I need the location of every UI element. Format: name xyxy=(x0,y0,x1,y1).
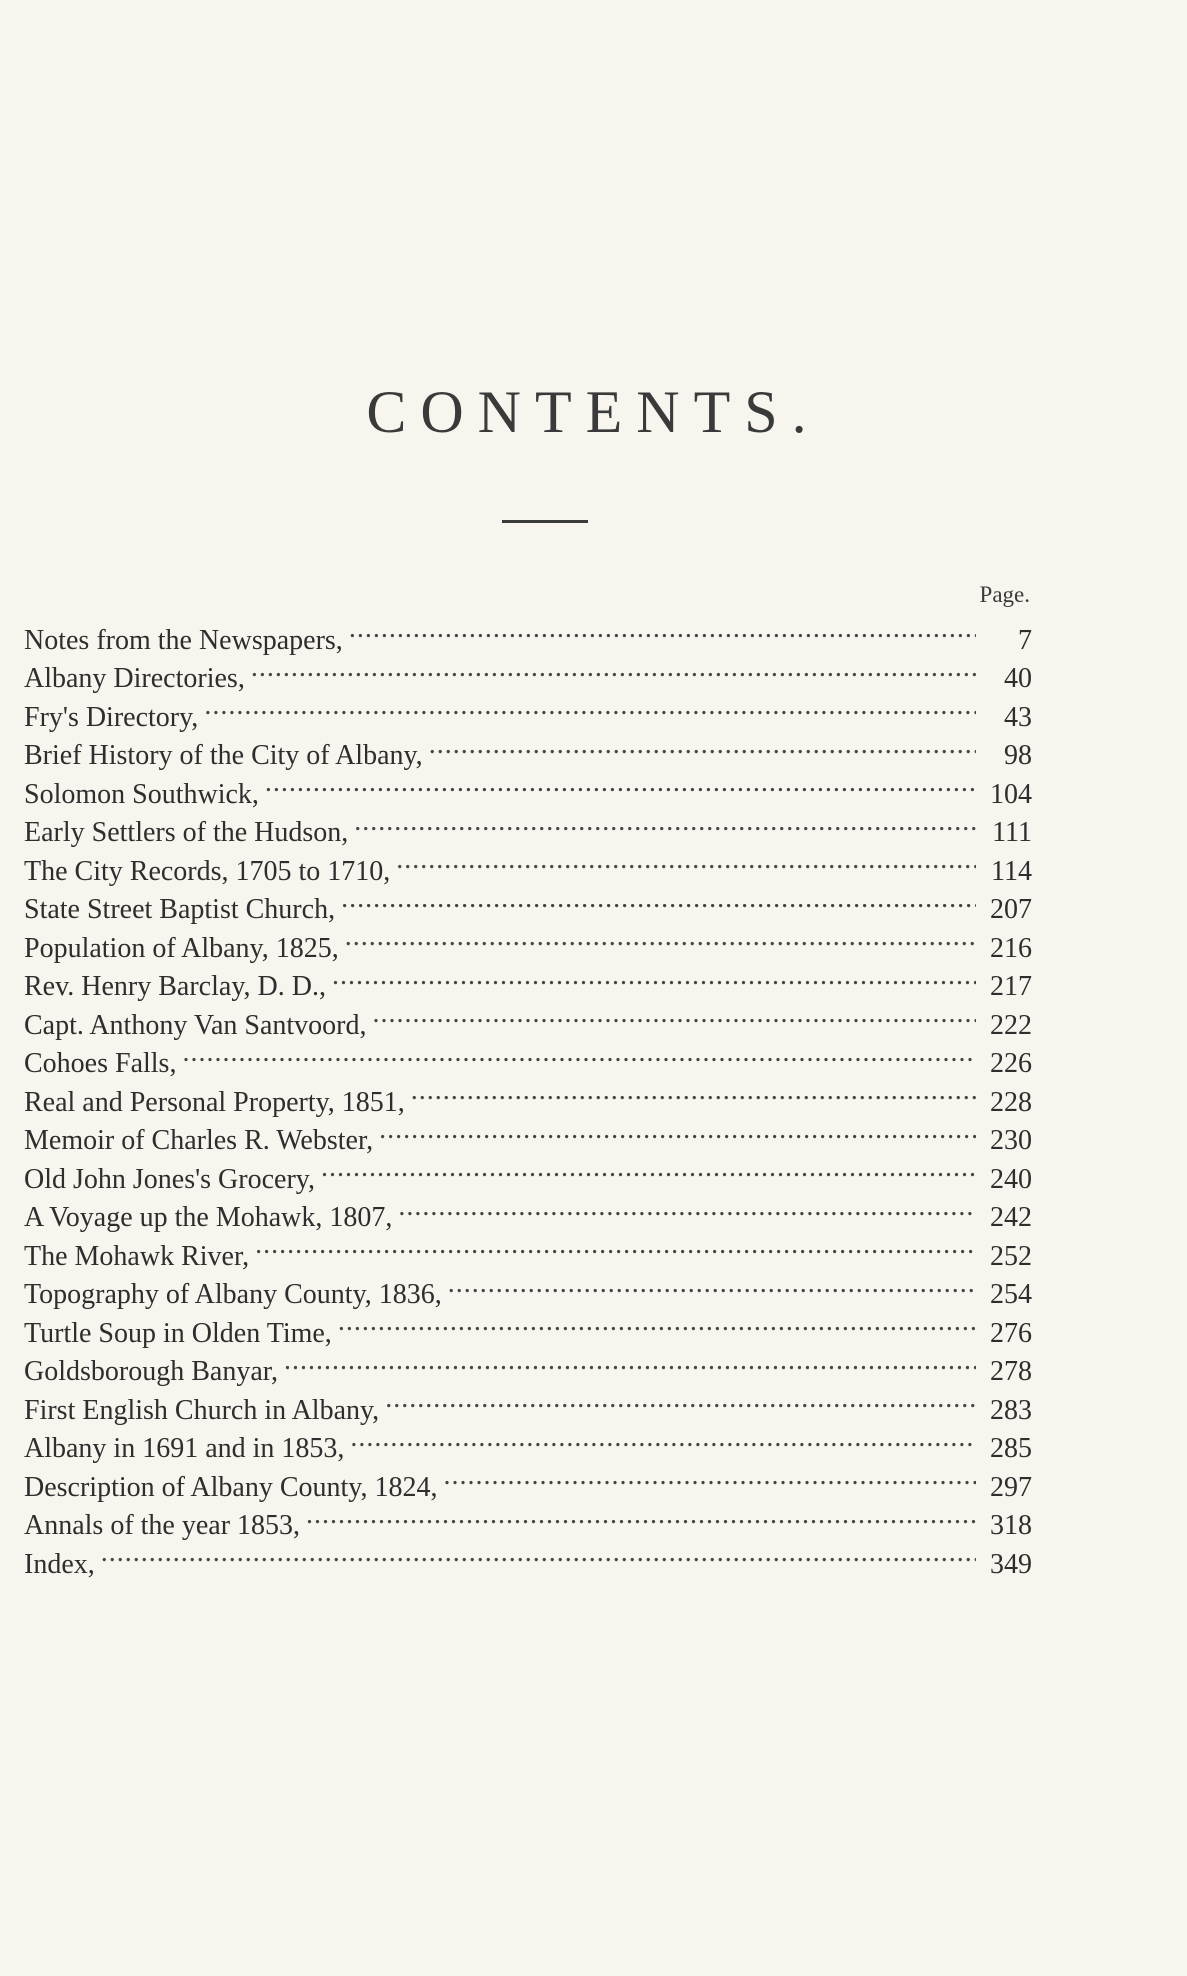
page-title: CONTENTS. xyxy=(366,379,821,445)
entry-page-number: 228 xyxy=(990,1086,1032,1118)
entry-page-number: 283 xyxy=(990,1394,1032,1426)
entry-page-number: 285 xyxy=(990,1433,1032,1464)
entry-page-number: 207 xyxy=(990,894,1032,925)
entry-title: Old John Jones's Grocery, xyxy=(24,1163,315,1195)
entry-page-number: 297 xyxy=(990,1471,1032,1503)
entry-page-number: 222 xyxy=(990,1009,1032,1041)
dot-leader xyxy=(411,1072,976,1111)
dot-leader xyxy=(341,880,976,919)
title-rule xyxy=(502,520,588,523)
entry-title: Annals of the year 1853, xyxy=(24,1510,301,1541)
dot-leader xyxy=(398,1188,976,1227)
entry-title: Capt. Anthony Van Santvoord, xyxy=(24,1009,367,1041)
entry-title: Solomon Southwick, xyxy=(24,778,259,810)
dot-leader xyxy=(204,687,976,726)
dot-leader xyxy=(350,1419,976,1458)
entry-title: Brief History of the City of Albany, xyxy=(24,740,423,771)
entry-title: The City Records, 1705 to 1710, xyxy=(24,855,391,887)
entry-title: Real and Personal Property, 1851, xyxy=(24,1086,405,1118)
entry-page-number: 318 xyxy=(990,1510,1032,1541)
dot-leader xyxy=(448,1265,976,1304)
entry-title: Population of Albany, 1825, xyxy=(24,932,339,964)
contents-list xyxy=(24,610,1032,1580)
entry-page-number: 242 xyxy=(990,1202,1032,1233)
dot-leader xyxy=(379,1111,976,1150)
entry-title: Cohoes Falls, xyxy=(24,1048,177,1079)
entry-page-number: 217 xyxy=(990,971,1032,1002)
dot-leader xyxy=(182,1034,976,1073)
dot-leader xyxy=(284,1342,976,1381)
dot-leader xyxy=(372,995,976,1034)
entry-page-number: 252 xyxy=(990,1240,1032,1272)
entry-title: Rev. Henry Barclay, D. D., xyxy=(24,971,326,1002)
dot-leader xyxy=(354,803,976,842)
entry-title: Fry's Directory, xyxy=(24,701,199,733)
entry-title: Notes from the Newspapers, xyxy=(24,624,343,656)
dot-leader xyxy=(429,726,976,765)
entry-page-number: 276 xyxy=(990,1317,1032,1349)
entry-title: Turtle Soup in Olden Time, xyxy=(24,1317,332,1349)
entry-page-number: 7 xyxy=(1018,624,1032,656)
dot-leader xyxy=(349,610,976,649)
entry-page-number: 254 xyxy=(990,1279,1032,1310)
dot-leader xyxy=(443,1457,976,1496)
dot-leader xyxy=(385,1380,976,1419)
contents-entry[interactable] xyxy=(24,610,1032,656)
entry-title: Topography of Albany County, 1836, xyxy=(24,1279,442,1310)
dot-leader xyxy=(321,1149,976,1188)
dot-leader xyxy=(332,957,976,996)
entry-page-number: 230 xyxy=(990,1125,1032,1156)
entry-title: Description of Albany County, 1824, xyxy=(24,1471,438,1503)
dot-leader xyxy=(251,649,976,688)
dot-leader xyxy=(345,918,976,957)
entry-title: A Voyage up the Mohawk, 1807, xyxy=(24,1202,393,1233)
entry-title: Albany Directories, xyxy=(24,663,245,694)
entry-page-number: 114 xyxy=(991,855,1032,887)
dot-leader xyxy=(265,764,976,803)
entry-page-number: 40 xyxy=(1004,663,1032,694)
entry-page-number: 43 xyxy=(1004,701,1032,733)
page-column-header: Page. xyxy=(979,582,1030,607)
entry-page-number: 226 xyxy=(990,1048,1032,1079)
entry-page-number: 111 xyxy=(992,817,1032,848)
entry-page-number: 278 xyxy=(990,1356,1032,1387)
entry-title: Early Settlers of the Hudson, xyxy=(24,817,349,848)
entry-page-number: 349 xyxy=(990,1548,1032,1580)
entry-title: The Mohawk River, xyxy=(24,1240,250,1272)
entry-title: Memoir of Charles R. Webster, xyxy=(24,1125,374,1156)
entry-title: Albany in 1691 and in 1853, xyxy=(24,1433,345,1464)
dot-leader xyxy=(101,1534,976,1573)
entry-page-number: 104 xyxy=(990,778,1032,810)
entry-title: Index, xyxy=(24,1548,95,1580)
entry-page-number: 240 xyxy=(990,1163,1032,1195)
contents-entry[interactable] xyxy=(24,1534,1032,1580)
dot-leader xyxy=(306,1496,976,1535)
dot-leader xyxy=(255,1226,976,1265)
entry-page-number: 216 xyxy=(990,932,1032,964)
entry-title: State Street Baptist Church, xyxy=(24,894,336,925)
dot-leader xyxy=(338,1303,976,1342)
entry-title: Goldsborough Banyar, xyxy=(24,1356,278,1387)
entry-page-number: 98 xyxy=(1004,740,1032,771)
entry-title: First English Church in Albany, xyxy=(24,1394,380,1426)
table-of-contents xyxy=(24,580,1032,1580)
dot-leader xyxy=(396,841,976,880)
